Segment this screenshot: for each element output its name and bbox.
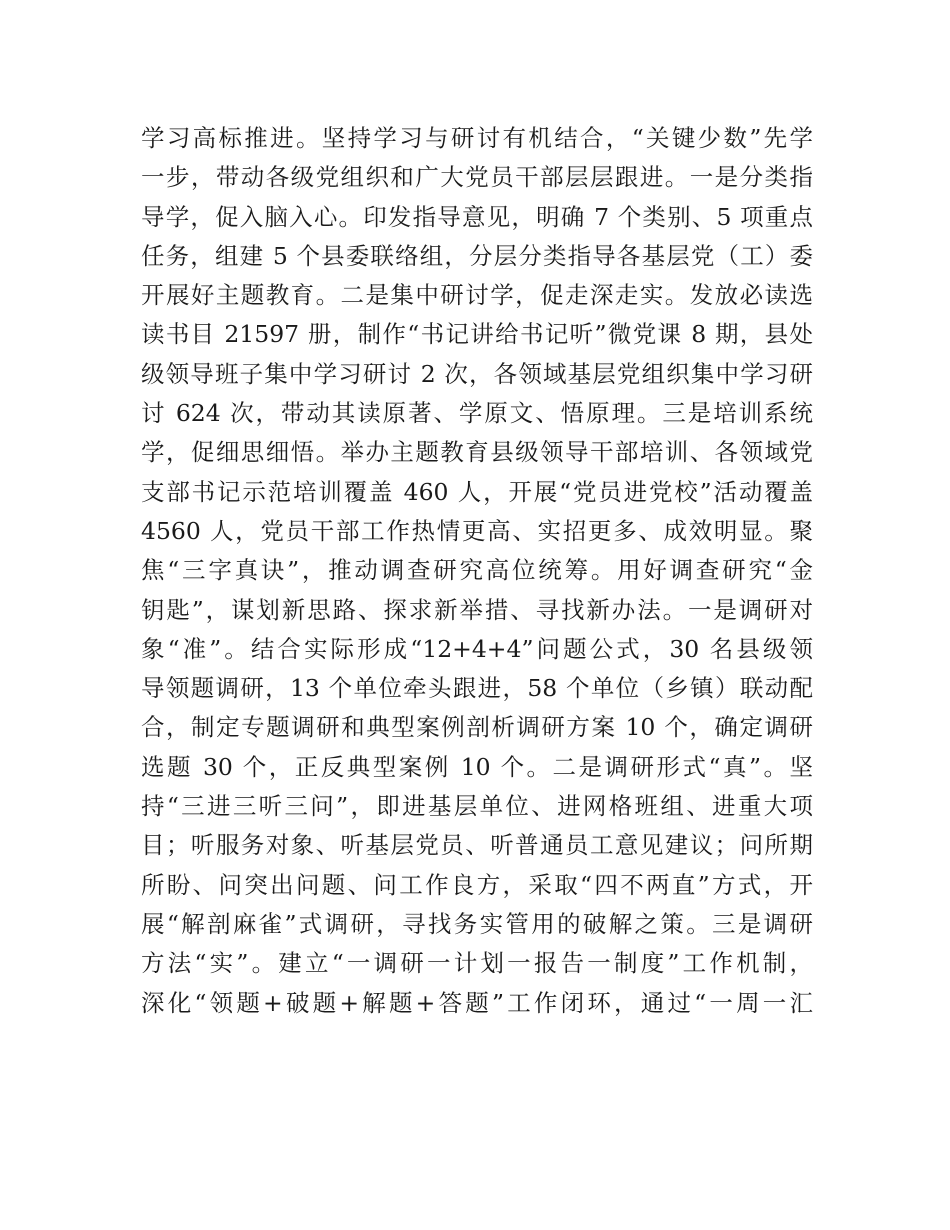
text-line: 一步，带动各级党组织和广大党员干部层层跟进。一是分类指 xyxy=(141,163,813,192)
text-line: 选题 30 个，正反典型案例 10 个。二是调研形式“真”。坚 xyxy=(141,752,813,781)
text-line: 学，促细思细悟。举办主题教育县级领导干部培训、各领域党 xyxy=(141,438,813,467)
text-line: 目；听服务对象、听基层党员、听普通员工意见建议；问所期 xyxy=(141,831,813,860)
text-line: 讨 624 次，带动其读原著、学原文、悟原理。三是培训系统 xyxy=(141,399,813,428)
text-line: 方法“实”。建立“一调研一计划一报告一制度”工作机制， xyxy=(141,949,813,978)
text-line: 合，制定专题调研和典型案例剖析调研方案 10 个，确定调研 xyxy=(141,713,813,742)
text-line: 展“解剖麻雀”式调研，寻找务实管用的破解之策。三是调研 xyxy=(141,909,813,938)
text-line: 读书目 21597 册，制作“书记讲给书记听”微党课 8 期，县处 xyxy=(141,320,813,349)
text-line: 钥匙”，谋划新思路、探求新举措、寻找新办法。一是调研对 xyxy=(141,595,813,624)
text-line: 4560 人，党员干部工作热情更高、实招更多、成效明显。聚 xyxy=(141,516,813,545)
text-line: 深化“领题+破题+解题+答题”工作闭环，通过“一周一汇 xyxy=(141,988,813,1017)
text-line: 支部书记示范培训覆盖 460 人，开展“党员进党校”活动覆盖 xyxy=(141,477,813,506)
text-line: 级领导班子集中学习研讨 2 次，各领域基层党组织集中学习研 xyxy=(141,359,813,388)
text-line: 导领题调研，13 个单位牵头跟进，58 个单位（乡镇）联动配 xyxy=(141,674,813,703)
text-line: 开展好主题教育。二是集中研讨学，促走深走实。发放必读选 xyxy=(141,281,813,310)
text-line: 持“三进三听三问”，即进基层单位、进网格班组、进重大项 xyxy=(141,792,813,821)
text-line: 象“准”。结合实际形成“12+4+4”问题公式，30 名县级领 xyxy=(141,634,813,663)
text-line: 所盼、问突出问题、问工作良方，采取“四不两直”方式，开 xyxy=(141,870,813,899)
text-line: 任务，组建 5 个县委联络组，分层分类指导各基层党（工）委 xyxy=(141,241,813,270)
text-line: 导学，促入脑入心。印发指导意见，明确 7 个类别、5 项重点 xyxy=(141,202,813,231)
text-line: 焦“三字真诀”，推动调查研究高位统筹。用好调查研究“金 xyxy=(141,556,813,585)
text-line: 学习高标推进。坚持学习与研讨有机结合，“关键少数”先学 xyxy=(141,124,813,152)
body-paragraph xyxy=(141,119,813,1023)
